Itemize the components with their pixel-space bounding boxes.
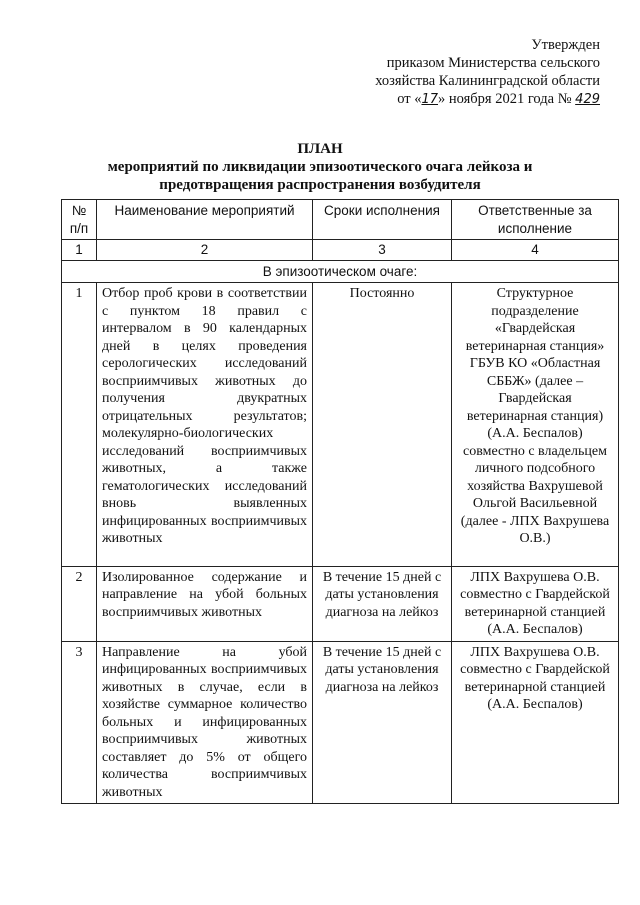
approval-line-3: хозяйства Калининградской области	[375, 73, 600, 89]
row-number: 2	[62, 566, 97, 641]
approval-day: 17	[421, 92, 439, 107]
approval-block	[340, 36, 600, 109]
column-number-3: 3	[313, 240, 452, 261]
table-row	[62, 566, 619, 641]
table-header-row	[62, 200, 619, 240]
title-line-1: мероприятий по ликвидации эпизоотического очага лейкоза и	[107, 159, 533, 175]
header-deadline: Сроки исполнения	[313, 200, 452, 240]
column-number-4: 4	[452, 240, 619, 261]
approval-line-2: приказом Министерства сельского	[386, 55, 600, 71]
row-responsible: ЛПХ Вахрушева О.В. совместно с Гвардейской ветеринарной станцией (А.А. Беспалов)	[452, 641, 619, 804]
row-number: 3	[62, 641, 97, 804]
approval-date-prefix: от «	[397, 91, 422, 107]
section-row	[62, 260, 619, 283]
approval-line-1: Утвержден	[531, 37, 600, 53]
column-number-2: 2	[97, 240, 313, 261]
table-row	[62, 283, 619, 567]
row-activity: Изолированное содержание и направление на убой больных восприимчивых животных	[97, 566, 313, 641]
section-label: В эпизоотическом очаге:	[62, 260, 619, 283]
header-num: № п/п	[62, 200, 97, 240]
header-activity: Наименование мероприятий	[97, 200, 313, 240]
header-responsible: Ответственные за исполнение	[452, 200, 619, 240]
approval-date-line	[340, 90, 600, 109]
table-row	[62, 641, 619, 804]
row-deadline: Постоянно	[313, 283, 452, 567]
column-number-1: 1	[62, 240, 97, 261]
row-activity: Направление на убой инфицированных восприимчивых животных в случае, если в хозяйстве суммарное количество больных и инфицированных восприимчивых животных составляет до 5% от общего количества восприимчивых животных	[97, 641, 313, 804]
row-activity: Отбор проб крови в соответствии с пунктом 18 правил с интервалом в 90 календарных дней в целях проведения серологических исследований восприимчивых животных до получения двукратных отрицательных результатов; молекулярно-биологических исследований восприимчивых животных, а также гематологических исследований вновь выявленных инфицированных восприимчивых животных	[97, 283, 313, 567]
row-responsible: ЛПХ Вахрушева О.В. совместно с Гвардейской ветеринарной станцией (А.А. Беспалов)	[452, 566, 619, 641]
plan-table	[61, 199, 619, 804]
approval-date-middle: » ноября 2021 года №	[438, 91, 572, 107]
row-deadline: В течение 15 дней с даты установления диагноза на лейкоз	[313, 641, 452, 804]
title-line-2: предотвращения распространения возбудителя	[159, 177, 481, 193]
document-title	[60, 140, 580, 194]
row-deadline: В течение 15 дней с даты установления диагноза на лейкоз	[313, 566, 452, 641]
row-responsible: Структурное подразделение «Гвардейская ветеринарная станция» ГБУВ КО «Областная СББЖ» (далее – Гвардейская ветеринарная станция) (А.А. Беспалов) совместно с владельцем личного подсобного хозяйства Вахрушевой Ольгой Васильевной (далее - ЛПХ Вахрушева О.В.)	[452, 283, 619, 567]
row-number: 1	[62, 283, 97, 567]
title-heading: ПЛАН	[297, 141, 343, 157]
column-numbers-row	[62, 240, 619, 261]
approval-number: 429	[575, 92, 600, 107]
